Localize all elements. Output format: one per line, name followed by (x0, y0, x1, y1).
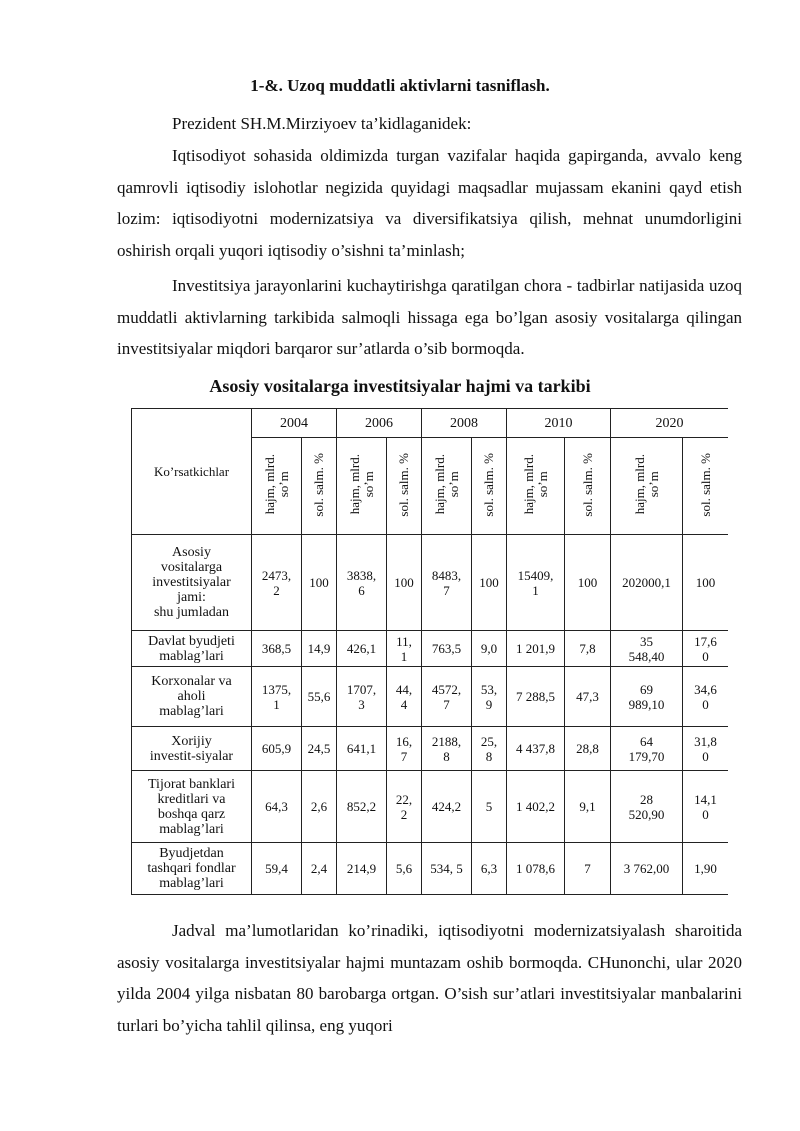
paragraph-2: Iqtisodiyot sohasida oldimizda turgan vazifalar haqida gapirganda, avvalo keng qamrovli iqtisodiy islohotlar negizida quyidagi maqsadlar mujassam ekanini qayd etish lozim: iqtisodiyotni modernizatsiya va diversifikatsiya qilish, mehnat unumdorligini oshirish orqali yuqori iqtisodiy o’sishni ta’minlash; (117, 146, 742, 260)
volume-cell: 64 179,70 (611, 727, 683, 771)
volume-subheader: hajm, mlrd. so’m (337, 438, 387, 535)
share-cell: 47,3 (565, 667, 611, 727)
volume-cell: 368,5 (252, 631, 302, 667)
volume-cell: 3 762,00 (611, 843, 683, 895)
volume-cell: 426,1 (337, 631, 387, 667)
volume-cell: 534, 5 (422, 843, 472, 895)
table-row (132, 631, 729, 667)
volume-cell: 59,4 (252, 843, 302, 895)
volume-cell: 641,1 (337, 727, 387, 771)
share-subheader: sol. salm. % (387, 438, 422, 535)
volume-subheader: hajm, mlrd. so’m (252, 438, 302, 535)
share-cell: 22, 2 (387, 771, 422, 843)
share-subheader: sol. salm. % (565, 438, 611, 535)
volume-cell: 852,2 (337, 771, 387, 843)
volume-cell: 69 989,10 (611, 667, 683, 727)
share-cell: 11, 1 (387, 631, 422, 667)
volume-cell: 2473, 2 (252, 535, 302, 631)
row-label: Korxonalar va aholi mablag’lari (132, 667, 252, 727)
share-cell: 2,4 (302, 843, 337, 895)
share-cell: 53, 9 (472, 667, 507, 727)
volume-cell: 1 402,2 (507, 771, 565, 843)
share-cell: 2,6 (302, 771, 337, 843)
share-subheader: sol. salm. % (683, 438, 729, 535)
volume-cell: 424,2 (422, 771, 472, 843)
share-cell: 7,8 (565, 631, 611, 667)
year-header: 2008 (422, 409, 507, 438)
volume-cell: 4572, 7 (422, 667, 472, 727)
volume-cell: 35 548,40 (611, 631, 683, 667)
year-header: 2010 (507, 409, 611, 438)
volume-cell: 3838, 6 (337, 535, 387, 631)
share-cell: 5 (472, 771, 507, 843)
paragraph-4: Jadval ma’lumotlaridan ko’rinadiki, iqtisodiyotni modernizatsiyalash sharoitida asosiy vositalarga investitsiyalar hajmi muntazam oshib bormoqda. CHunonchi, ular 2020 yilda 2004 yilga nisbatan 80 barobarga ortgan. O’sish sur’atlari investitsiyalar manbalarini turlari bo’yicha tahlil qilinsa, eng yuqori (117, 921, 742, 1035)
share-cell: 34,6 0 (683, 667, 729, 727)
volume-subheader: hajm, mlrd. so’m (422, 438, 472, 535)
share-cell: 100 (683, 535, 729, 631)
share-cell: 31,8 0 (683, 727, 729, 771)
volume-cell: 1707, 3 (337, 667, 387, 727)
share-cell: 28,8 (565, 727, 611, 771)
volume-cell: 763,5 (422, 631, 472, 667)
row-label: Xorijiy investit-siyalar (132, 727, 252, 771)
volume-cell: 8483, 7 (422, 535, 472, 631)
share-cell: 17,6 0 (683, 631, 729, 667)
table-row (132, 535, 729, 631)
share-cell: 24,5 (302, 727, 337, 771)
share-cell: 6,3 (472, 843, 507, 895)
share-subheader: sol. salm. % (472, 438, 507, 535)
table-row (132, 843, 729, 895)
row-label: Byudjetdan tashqari fondlar mablag’lari (132, 843, 252, 895)
share-cell: 5,6 (387, 843, 422, 895)
share-cell: 100 (387, 535, 422, 631)
table-title: Asosiy vositalarga investitsiyalar hajmi va tarkibi (209, 376, 591, 396)
volume-subheader: hajm, mlrd. so’m (611, 438, 683, 535)
investment-table (131, 408, 728, 895)
year-header: 2020 (611, 409, 729, 438)
table-row (132, 667, 729, 727)
volume-cell: 15409, 1 (507, 535, 565, 631)
share-cell: 44, 4 (387, 667, 422, 727)
table-row (132, 727, 729, 771)
row-label: Davlat byudjeti mablag’lari (132, 631, 252, 667)
share-cell: 25, 8 (472, 727, 507, 771)
paragraph-1: Prezident SH.M.Mirziyoev ta’kidlaganidek: (172, 114, 472, 133)
volume-cell: 1 078,6 (507, 843, 565, 895)
volume-subheader: hajm, mlrd. so’m (507, 438, 565, 535)
share-cell: 1,90 (683, 843, 729, 895)
table-row (132, 771, 729, 843)
volume-cell: 214,9 (337, 843, 387, 895)
share-cell: 55,6 (302, 667, 337, 727)
paragraph-3: Investitsiya jarayonlarini kuchaytirishga qaratilgan chora - tadbirlar natijasida uzoq muddatli aktivlarning tarkibida salmoqli hissaga ega bo’lgan asosiy vositalarga qilingan investitsiyalar miqdori barqaror sur’atlarda o’sib bormoqda. (117, 276, 742, 358)
corner-label: Ko’rsatkichlar (132, 409, 252, 535)
investment-table-wrapper (131, 408, 728, 912)
section-heading: 1-&. Uzoq muddatli aktivlarni tasniflash. (250, 76, 550, 95)
share-cell: 100 (565, 535, 611, 631)
year-header: 2006 (337, 409, 422, 438)
volume-cell: 7 288,5 (507, 667, 565, 727)
share-cell: 14,1 0 (683, 771, 729, 843)
volume-cell: 4 437,8 (507, 727, 565, 771)
year-header-row (132, 409, 729, 438)
year-header: 2004 (252, 409, 337, 438)
volume-cell: 28 520,90 (611, 771, 683, 843)
row-label: Asosiy vositalarga investitsiyalar jami: shu jumladan (132, 535, 252, 631)
share-cell: 9,1 (565, 771, 611, 843)
volume-cell: 2188, 8 (422, 727, 472, 771)
share-cell: 100 (302, 535, 337, 631)
volume-cell: 64,3 (252, 771, 302, 843)
volume-cell: 605,9 (252, 727, 302, 771)
share-cell: 16, 7 (387, 727, 422, 771)
row-label: Tijorat banklari kreditlari va boshqa qarz mablag’lari (132, 771, 252, 843)
share-cell: 9,0 (472, 631, 507, 667)
volume-cell: 1 201,9 (507, 631, 565, 667)
table-body (132, 535, 729, 895)
volume-cell: 202000,1 (611, 535, 683, 631)
share-cell: 14,9 (302, 631, 337, 667)
share-cell: 100 (472, 535, 507, 631)
share-subheader: sol. salm. % (302, 438, 337, 535)
share-cell: 7 (565, 843, 611, 895)
volume-cell: 1375, 1 (252, 667, 302, 727)
